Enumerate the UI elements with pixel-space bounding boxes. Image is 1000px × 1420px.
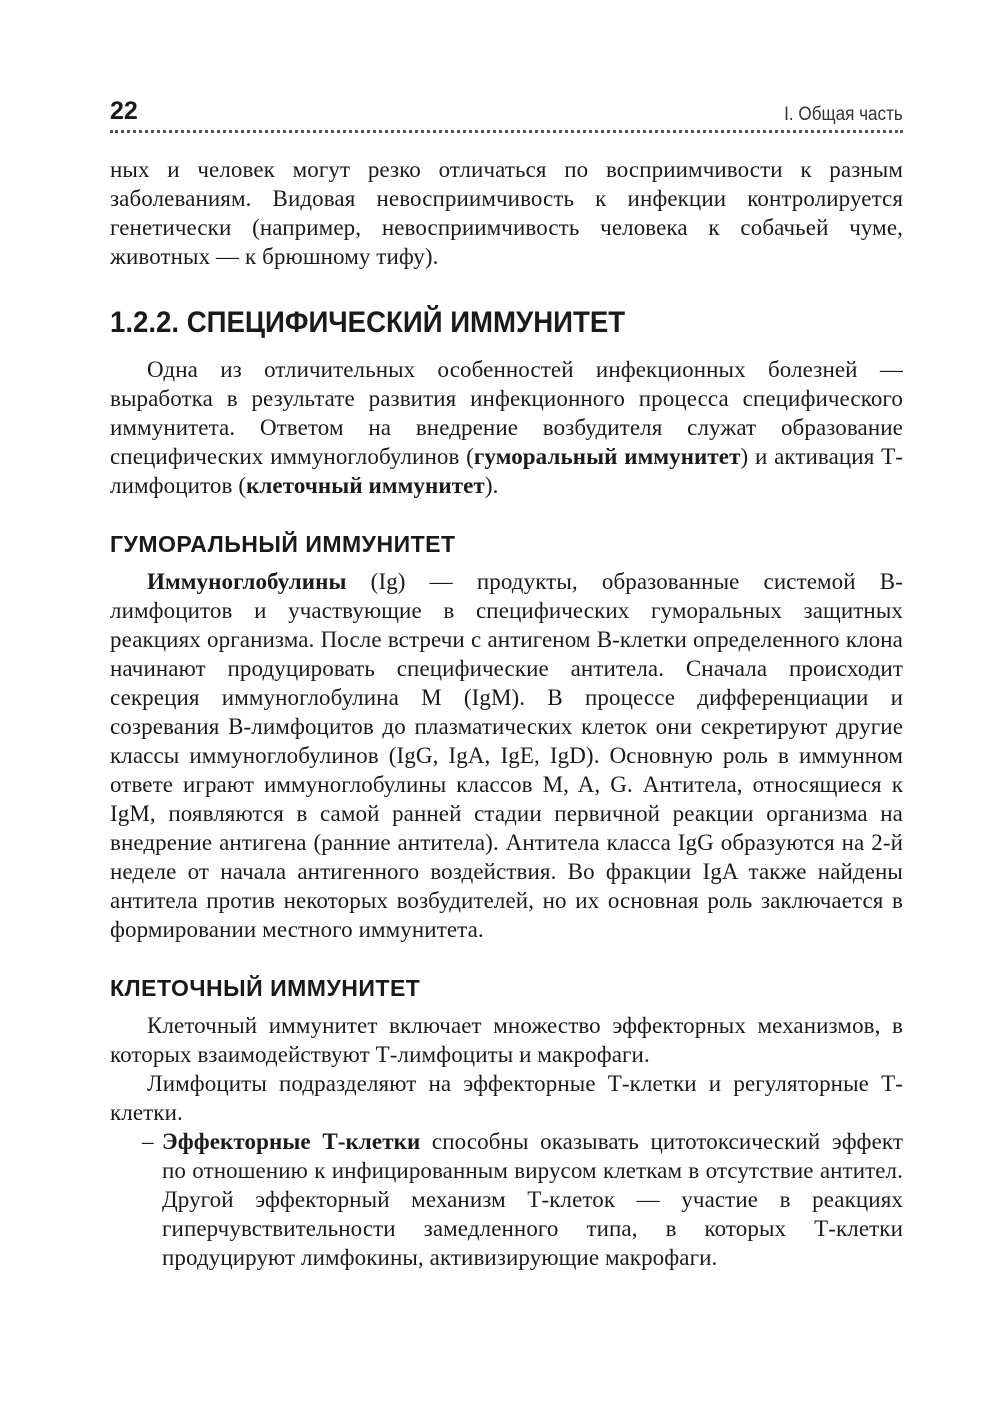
bold-term-effector: Эффекторные Т-клетки — [162, 1129, 421, 1154]
cellular-paragraph-1: Клеточный иммунитет включает множество эффекторных механизмов, в которых взаимодействуют Т-лимфоциты и макрофаги. — [110, 1013, 903, 1067]
dotted-divider — [110, 130, 903, 133]
para-text: ). — [484, 473, 499, 498]
bold-term-cellular: клеточный иммунитет — [246, 473, 485, 498]
book-page — [110, 92, 903, 1272]
para-text: (Ig) — продукты, образованные системой В-лимфоцитов и участвующие в специфических гуморальных защитных реакциях организма. После встречи с антигеном В-клетки определенного клона начинают продуцировать специфические антитела. Сначала происходит секреция иммуноглобулина M (IgM). В процессе дифференциации и созревания В-лимфоцитов до плазматических клеток они секретируют другие классы иммуноглобулинов (IgG, IgA, IgE, IgD). Основную роль в иммунном ответе играют иммуноглобулины классов M, A, G. Антитела, относящиеся к IgM, появляются в самой ранней стадии первичной реакции организма на внедрение антигена (ранние антитела). Антитела класса IgG образуются на 2-й неделе от начала антигенного воздействия. Во фракции IgA также найдены антитела против некоторых возбудителей, но их основная роль заключается в формировании местного иммунитета. — [110, 569, 903, 942]
bullet-text: способны оказывать цитотоксический эффект по отношению к инфицированным вирусом клеткам в отсутствие антител. Другой эффекторный механизм Т-клеток — участие в реакциях гиперчувствительности замедленного типа, в которых Т-клетки продуцируют лимфокины, активизирующие макрофаги. — [162, 1129, 903, 1270]
bold-term-immunoglobulins: Иммуноглобулины — [147, 569, 347, 594]
cellular-heading: КЛЕТОЧНЫЙ ИММУНИТЕТ — [110, 975, 421, 1001]
para-text: ) и активация Т-лимфоцитов ( — [110, 444, 903, 498]
running-section-title: I. Общая часть — [784, 104, 903, 125]
page-number: 22 — [110, 97, 138, 125]
para-text: Одна из отличительных особенностей инфекционных болезней — выработка в результате развития инфекционного процесса специфического иммунитета. Ответом на внедрение возбудителя служат образование специфических иммуноглобулинов ( — [110, 357, 903, 469]
bold-term-humoral: гуморальный иммунитет — [473, 444, 741, 469]
humoral-paragraph — [110, 567, 903, 944]
running-head — [110, 92, 903, 124]
cellular-paragraph-2: Лимфоциты подразделяют на эффекторные Т-клетки и регуляторные Т-клетки. — [110, 1071, 903, 1125]
bullet-item-effector — [110, 1127, 903, 1272]
humoral-heading: ГУМОРАЛЬНЫЙ ИММУНИТЕТ — [110, 531, 456, 557]
section-heading: 1.2.2. СПЕЦИФИЧЕСКИЙ ИММУНИТЕТ — [110, 306, 626, 339]
section-paragraph — [110, 355, 903, 500]
intro-paragraph: ных и человек могут резко отличаться по восприимчивости к разным заболеваниям. Видовая невосприимчивость к инфекции контролируется генетически (например, невосприимчивость человека к собачьей чуме, животных — к брюшному тифу). — [110, 157, 903, 269]
bullet-dash: – — [142, 1129, 154, 1154]
